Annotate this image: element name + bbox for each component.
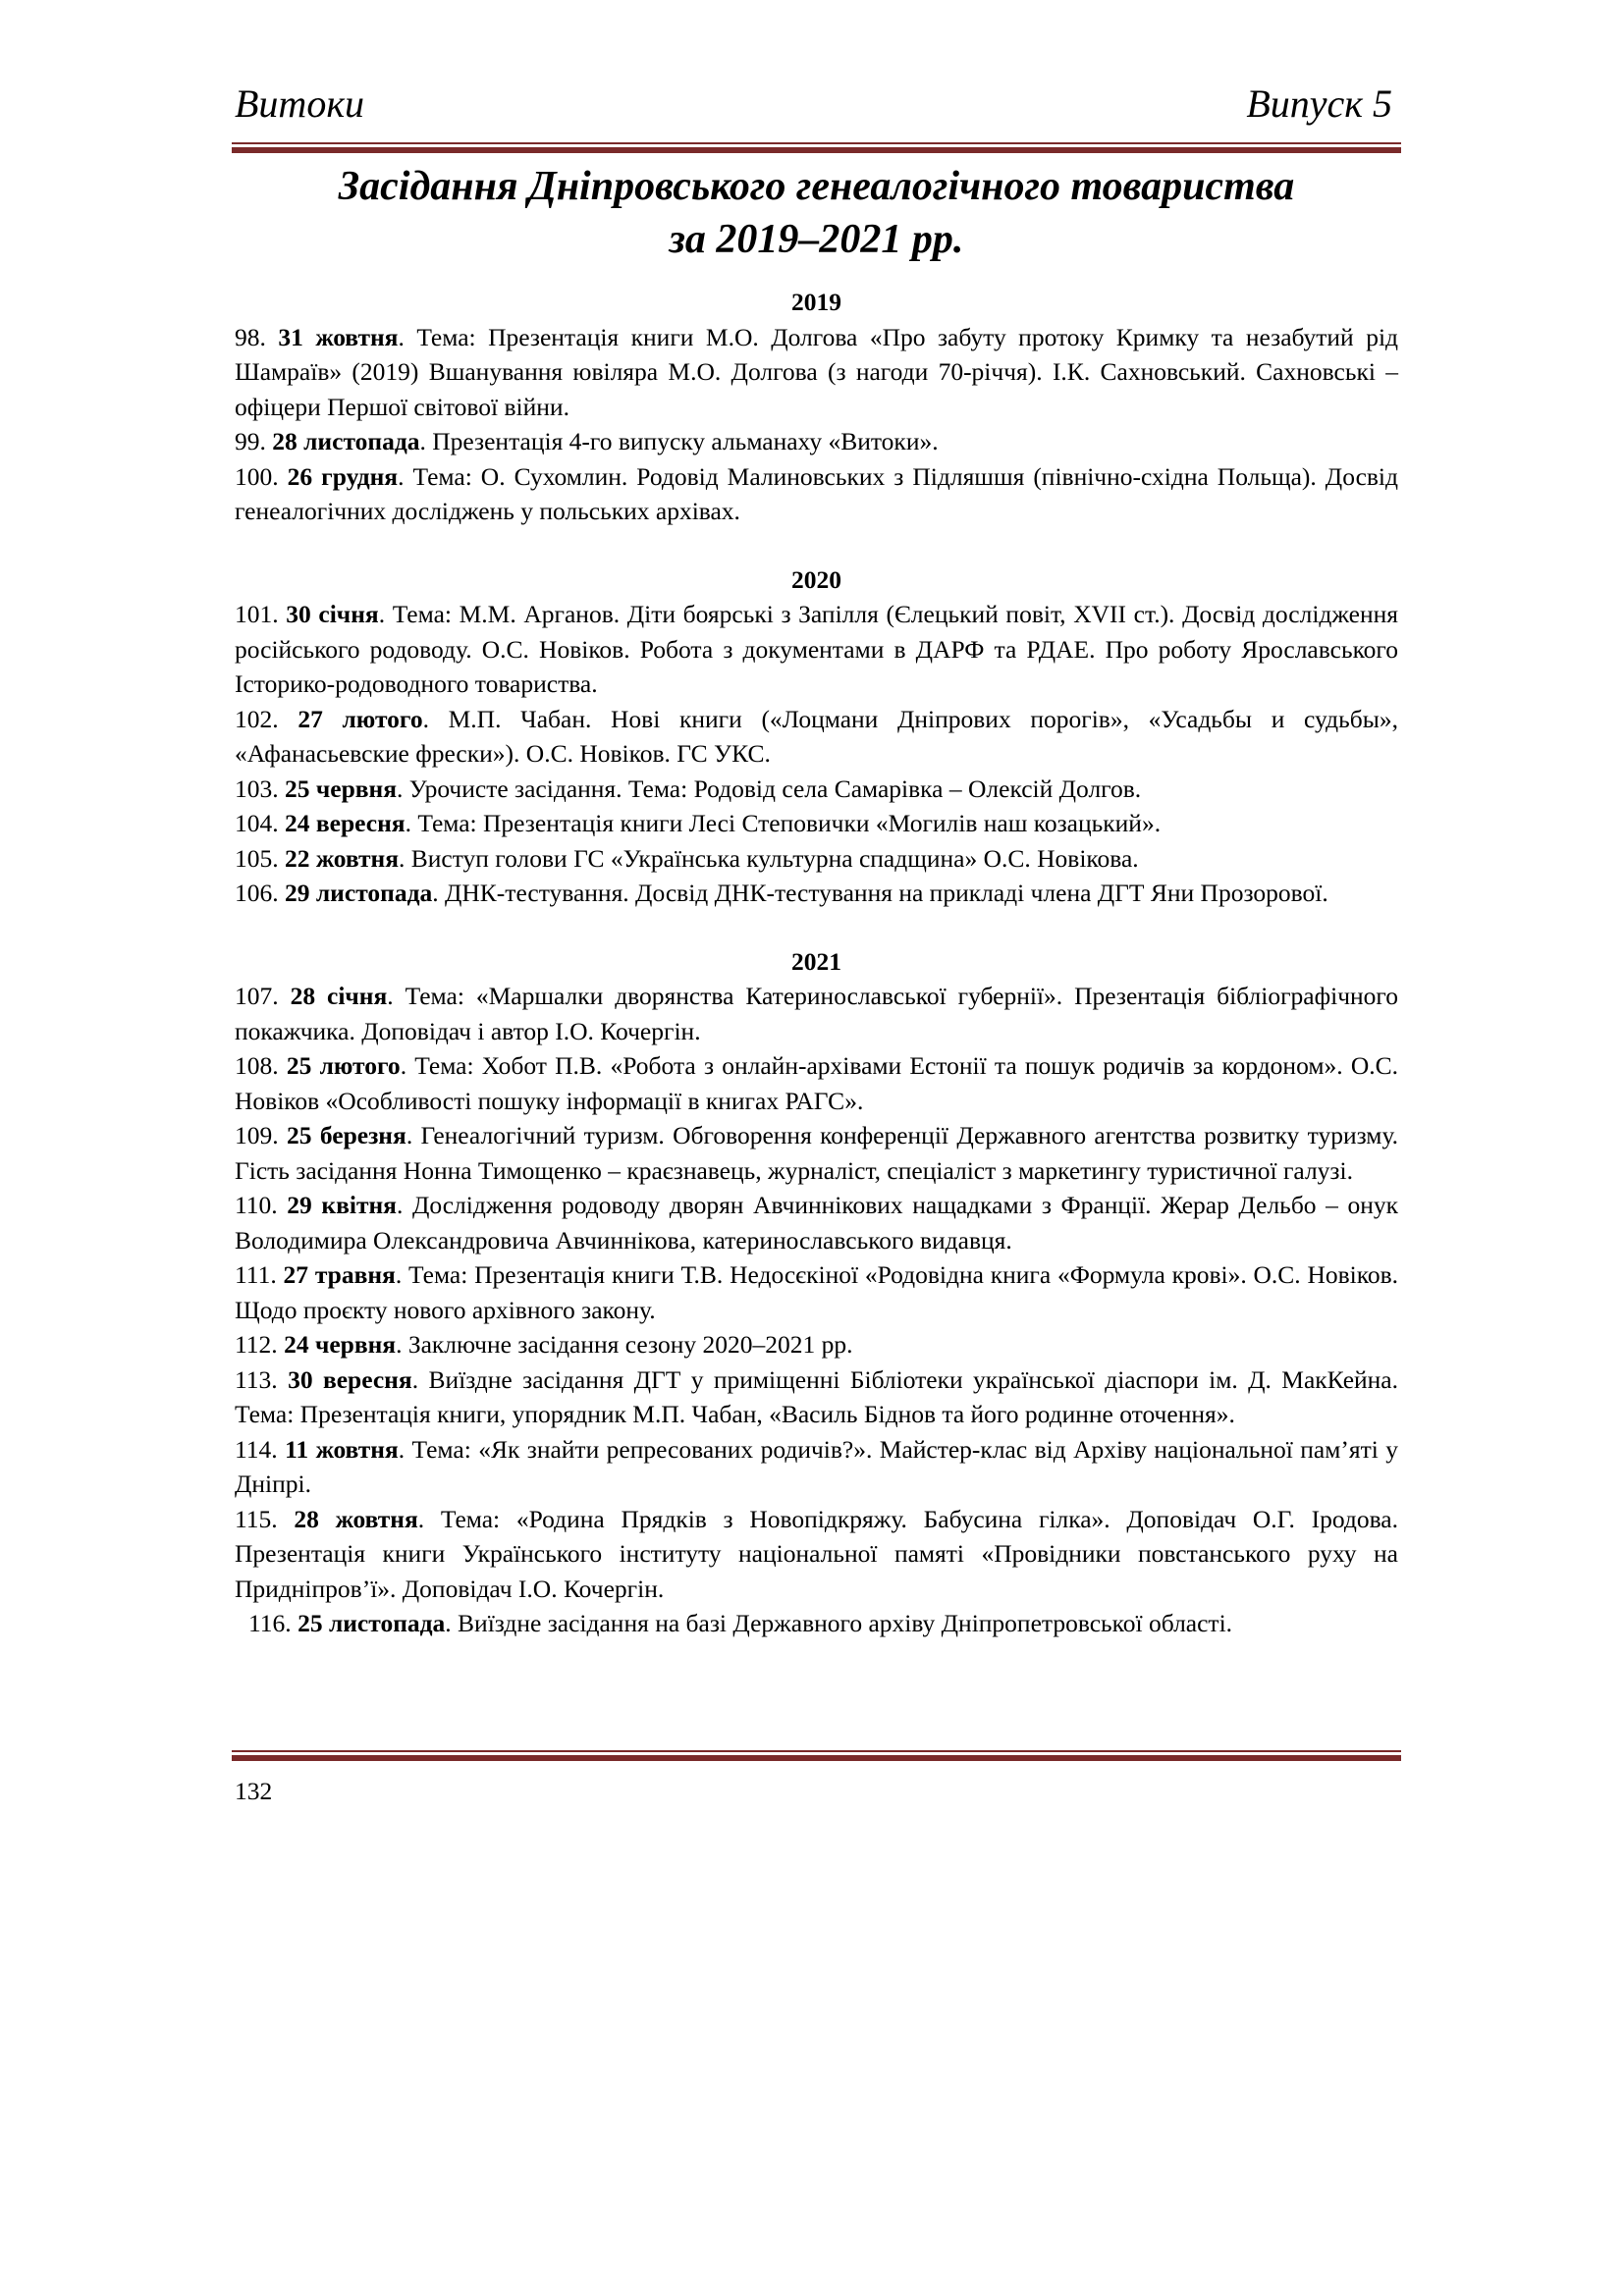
- entry-number: 112.: [235, 1330, 278, 1359]
- entry-number: 109.: [235, 1121, 279, 1149]
- entry-text: . Презентація 4-го випуску альманаху «Витоки».: [419, 427, 939, 455]
- entry-number: 113.: [235, 1364, 278, 1394]
- entry-text: . М.П. Чабан. Нові книги («Лоцмани Дніпрових порогів», «Усадьбы и судьбы», «Афанасьевские фрески»). О.С. Новіков. ГС УКС.: [235, 704, 1398, 768]
- entry-number: 101.: [235, 600, 279, 628]
- entry-number: 116.: [248, 1609, 292, 1637]
- entry-date: 29 квітня: [287, 1191, 397, 1219]
- entry-date: 22 жовтня: [285, 843, 399, 873]
- entry-number: 106.: [235, 879, 279, 907]
- entry-text: . Тема: М.М. Арганов. Діти боярські з Запілля (Єлецький повіт, XVII ст.). Досвід дослідження російського родоводу. О.С. Новіков. Робота з документами в ДАРФ та РДАЕ. Про роботу Ярославського Історико-родоводного товариства.: [235, 600, 1398, 698]
- footer-rule: [232, 1750, 1401, 1761]
- entry-date: 31 жовтня: [278, 322, 399, 351]
- entry-text: . Тема: Презентація книги Лесі Степовички «Могилів наш козацький».: [405, 809, 1162, 837]
- meeting-entry-113: [235, 1362, 1398, 1432]
- entry-text: . Тема: Презентація книги Т.В. Недосєкіної «Родовідна книга «Формула крові». О.С. Новіков. Щодо проєкту нового архівного закону.: [235, 1260, 1399, 1324]
- entry-number: 108.: [235, 1051, 279, 1080]
- meeting-entry-105: [235, 841, 1398, 877]
- entry-date: 28 жовтня: [294, 1504, 418, 1533]
- entry-text: . Виїздне засідання ДГТ у приміщенні Бібліотеки української діаспори ім. Д. МакКейна. Тема: Презентація книги, упорядник М.П. Чабан, «Василь Біднов та його родинне оточення».: [235, 1364, 1398, 1428]
- entry-text: . Тема: О. Сухомлин. Родовід Малиновських з Підляшшя (північно-східна Польща). Досвід генеалогічних досліджень у польських архівах.: [235, 461, 1398, 525]
- entry-date: 27 травня: [283, 1260, 396, 1289]
- meeting-entry-108: [235, 1048, 1398, 1118]
- journal-title: Витоки: [235, 81, 365, 126]
- entry-number: 114.: [235, 1434, 278, 1464]
- entry-text: . Тема: Хобот П.В. «Робота з онлайн-архівами Естонії та пошук родичів за кордоном». О.С. Новіков «Особливості пошуку інформації в книгах РАГС».: [235, 1051, 1399, 1115]
- entry-text: . Виїздне засідання на базі Державного архіву Дніпропетровської області.: [445, 1609, 1233, 1637]
- entry-date: 25 лютого: [286, 1051, 401, 1080]
- entry-text: . Генеалогічний туризм. Обговорення конференції Державного агентства розвитку туризму. Гість засідання Нонна Тимощенко – краєзнавець, журналіст, спеціаліст з маркетингу туристичної галузі.: [235, 1121, 1399, 1185]
- article-title: [232, 160, 1401, 266]
- entry-date: 26 грудня: [287, 461, 399, 491]
- article-title-line-1: Засідання Дніпровського генеалогічного товариства: [338, 164, 1295, 209]
- entry-date: 30 вересня: [288, 1364, 412, 1394]
- entry-text: . Тема: Презентація книги М.О. Долгова «Про забуту протоку Кримку та незабутий рід Шамраїв» (2019) Вшанування ювіляра М.О. Долгова (з нагоди 70-річчя). І.К. Сахновський. Сахновські – офіцери Першої світової війни.: [235, 322, 1398, 421]
- article-title-line-2: за 2019–2021 рр.: [669, 217, 964, 262]
- entry-text: . Дослідження родоводу дворян Авчиннікових нащадками з Франції. Жерар Дельбо – онук Володимира Олександровича Авчиннікова, катеринославського видавця.: [235, 1191, 1399, 1255]
- entry-date: 30 січня: [286, 600, 379, 628]
- meeting-entry-115: [235, 1502, 1398, 1607]
- meeting-entry-110: [235, 1188, 1398, 1257]
- meeting-entry-104: [235, 806, 1398, 841]
- entry-date: 25 листопада: [298, 1609, 446, 1637]
- entry-number: 98.: [235, 322, 266, 351]
- entry-date: 24 вересня: [285, 809, 406, 837]
- entry-text: . Заключне засідання сезону 2020–2021 рр.: [396, 1330, 853, 1359]
- entry-date: 25 березня: [286, 1121, 406, 1149]
- meeting-entry-116: [235, 1606, 1398, 1641]
- running-head: [235, 75, 1392, 133]
- year-heading-2021: 2021: [791, 946, 841, 976]
- meeting-entry-109: [235, 1118, 1398, 1188]
- entry-date: 29 листопада: [285, 879, 433, 907]
- entry-number: 102.: [235, 704, 279, 733]
- meeting-entry-111: [235, 1257, 1398, 1327]
- entry-number: 111.: [235, 1260, 277, 1289]
- meeting-entry-106: [235, 876, 1398, 911]
- entry-number: 105.: [235, 843, 279, 873]
- article-body: [235, 285, 1398, 1641]
- entry-number: 107.: [235, 982, 279, 1010]
- meeting-entry-101: [235, 597, 1398, 702]
- entry-text: . Тема: «Як знайти репресованих родичів?». Майстер-клас від Архіву національної пам’яті у Дніпрі.: [235, 1434, 1398, 1498]
- entry-text: . Тема: «Маршалки дворянства Катеринославської губернії». Презентація бібліографічного покажчика. Доповідач і автор І.О. Кочергін.: [235, 982, 1398, 1045]
- entry-number: 115.: [235, 1504, 278, 1533]
- entry-number: 110.: [235, 1191, 278, 1219]
- meeting-entry-112: [235, 1327, 1398, 1362]
- meeting-entry-114: [235, 1432, 1398, 1502]
- entry-number: 100.: [235, 461, 279, 491]
- entry-date: 24 червня: [284, 1330, 397, 1359]
- year-heading-2019: 2019: [791, 288, 841, 316]
- meeting-entry-107: [235, 979, 1398, 1048]
- entry-text: . Виступ голови ГС «Українська культурна спадщина» О.С. Новікова.: [399, 843, 1139, 873]
- header-rule: [232, 142, 1401, 153]
- entry-number: 104.: [235, 809, 279, 837]
- meeting-entry-103: [235, 772, 1398, 807]
- page-number: 132: [235, 1777, 273, 1805]
- entry-text: . Урочисте засідання. Тема: Родовід села Самарівка – Олексій Долгов.: [397, 774, 1142, 803]
- entry-number: 103.: [235, 774, 279, 803]
- entry-date: 28 січня: [290, 982, 388, 1010]
- entry-number: 99.: [235, 427, 266, 455]
- year-heading-2020: 2020: [791, 564, 841, 594]
- entry-text: . Тема: «Родина Прядків з Новопідкряжу. Бабусина гілка». Доповідач О.Г. Іродова. Презентація книги Українського інституту національної памяті «Провідники повстанського руху на Придніпров’ї». Доповідач І.О. Кочергін.: [235, 1504, 1399, 1603]
- entry-text: . ДНК-тестування. Досвід ДНК-тестування на прикладі члена ДГТ Яни Прозорової.: [432, 879, 1328, 907]
- meeting-entry-99: [235, 424, 1398, 459]
- entry-date: 25 червня: [285, 774, 398, 803]
- entry-date: 27 лютого: [298, 704, 423, 733]
- meeting-entry-98: [235, 320, 1398, 425]
- entry-date: 11 жовтня: [285, 1434, 399, 1464]
- meeting-entry-100: [235, 459, 1398, 529]
- meeting-entry-102: [235, 702, 1398, 772]
- issue-label: Випуск 5: [1246, 81, 1392, 126]
- entry-date: 28 листопада: [272, 427, 420, 455]
